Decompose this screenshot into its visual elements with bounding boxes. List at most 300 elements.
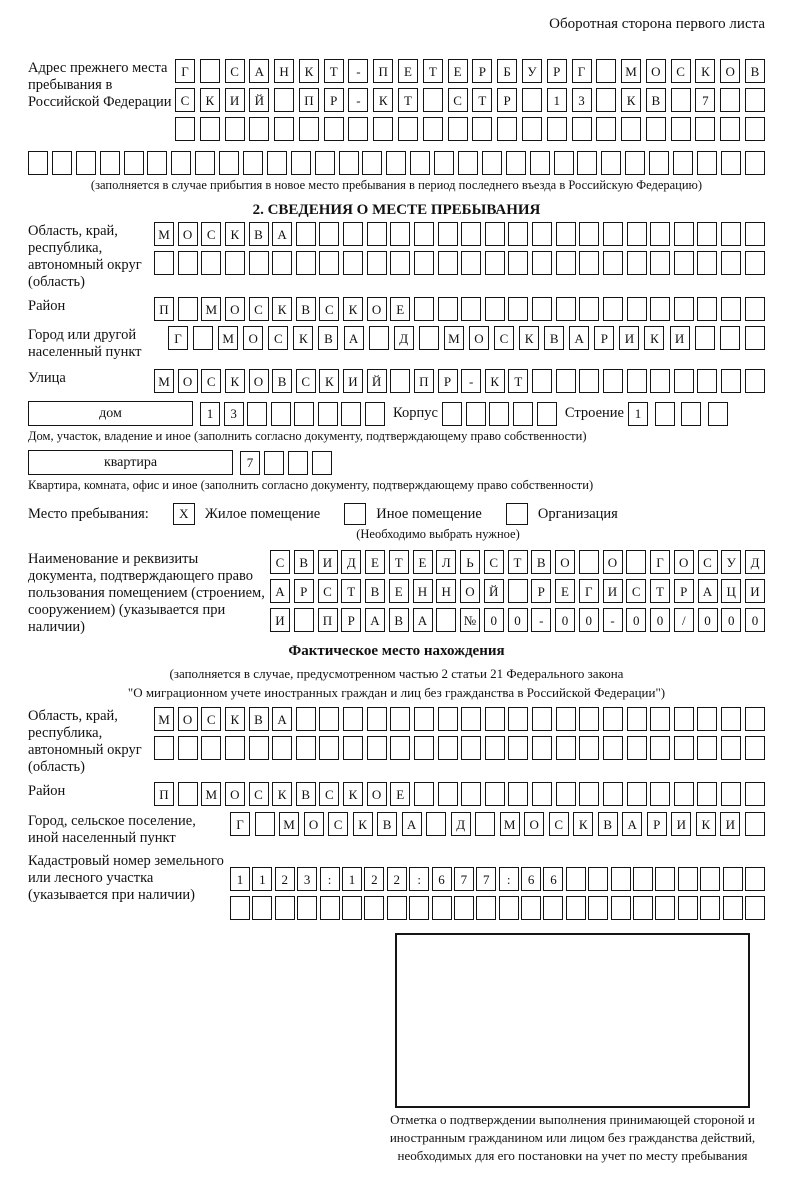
char-box[interactable]: К bbox=[353, 812, 373, 836]
char-box[interactable] bbox=[225, 736, 245, 760]
char-box[interactable] bbox=[596, 117, 616, 141]
char-box[interactable] bbox=[324, 117, 344, 141]
char-box[interactable] bbox=[674, 707, 694, 731]
char-box[interactable] bbox=[649, 151, 669, 175]
char-box[interactable] bbox=[485, 251, 505, 275]
char-box[interactable]: Р bbox=[324, 88, 344, 112]
char-box[interactable] bbox=[319, 251, 339, 275]
char-box[interactable] bbox=[414, 707, 434, 731]
char-box[interactable] bbox=[264, 451, 284, 475]
char-box[interactable] bbox=[154, 736, 174, 760]
char-box[interactable]: В bbox=[294, 550, 314, 574]
char-box[interactable] bbox=[28, 151, 48, 175]
char-box[interactable]: Т bbox=[472, 88, 492, 112]
char-box[interactable] bbox=[681, 402, 701, 426]
char-box[interactable] bbox=[556, 222, 576, 246]
char-box[interactable]: У bbox=[721, 550, 741, 574]
char-box[interactable]: С bbox=[268, 326, 288, 350]
char-box[interactable]: Е bbox=[390, 782, 410, 806]
char-box[interactable]: 6 bbox=[543, 867, 563, 891]
char-box[interactable]: Т bbox=[398, 88, 418, 112]
char-box[interactable] bbox=[745, 707, 765, 731]
char-box[interactable]: А bbox=[249, 59, 269, 83]
char-box[interactable] bbox=[646, 117, 666, 141]
char-box[interactable] bbox=[272, 251, 292, 275]
char-box[interactable]: О bbox=[367, 782, 387, 806]
char-box[interactable]: - bbox=[531, 608, 551, 632]
stay-type-checkbox-organization[interactable] bbox=[506, 503, 528, 525]
char-box[interactable] bbox=[249, 736, 269, 760]
char-box[interactable] bbox=[348, 117, 368, 141]
char-box[interactable]: О bbox=[674, 550, 694, 574]
char-box[interactable] bbox=[178, 782, 198, 806]
char-box[interactable]: К bbox=[293, 326, 313, 350]
char-box[interactable] bbox=[225, 117, 245, 141]
char-box[interactable]: 7 bbox=[695, 88, 715, 112]
char-box[interactable] bbox=[674, 736, 694, 760]
char-box[interactable] bbox=[367, 736, 387, 760]
char-box[interactable]: В bbox=[296, 297, 316, 321]
char-box[interactable]: 0 bbox=[484, 608, 504, 632]
char-box[interactable]: О bbox=[178, 707, 198, 731]
char-box[interactable] bbox=[390, 707, 410, 731]
char-box[interactable] bbox=[745, 896, 765, 920]
char-box[interactable] bbox=[532, 782, 552, 806]
char-box[interactable] bbox=[448, 117, 468, 141]
char-box[interactable] bbox=[432, 896, 452, 920]
char-box[interactable]: С bbox=[494, 326, 514, 350]
char-box[interactable] bbox=[650, 297, 670, 321]
char-box[interactable] bbox=[485, 222, 505, 246]
char-box[interactable] bbox=[655, 896, 675, 920]
char-box[interactable] bbox=[650, 369, 670, 393]
char-box[interactable]: Р bbox=[547, 59, 567, 83]
char-box[interactable] bbox=[678, 867, 698, 891]
char-box[interactable]: К bbox=[225, 369, 245, 393]
char-box[interactable]: 2 bbox=[387, 867, 407, 891]
char-box[interactable]: В bbox=[646, 88, 666, 112]
char-box[interactable]: И bbox=[343, 369, 363, 393]
char-box[interactable] bbox=[745, 117, 765, 141]
char-box[interactable]: С bbox=[201, 222, 221, 246]
char-box[interactable]: Р bbox=[341, 608, 361, 632]
char-box[interactable] bbox=[700, 867, 720, 891]
char-box[interactable] bbox=[579, 550, 599, 574]
char-box[interactable] bbox=[674, 251, 694, 275]
char-box[interactable] bbox=[627, 251, 647, 275]
char-box[interactable]: О bbox=[178, 369, 198, 393]
char-box[interactable]: Й bbox=[367, 369, 387, 393]
char-box[interactable]: В bbox=[296, 782, 316, 806]
char-box[interactable] bbox=[386, 151, 406, 175]
char-box[interactable]: Т bbox=[423, 59, 443, 83]
char-box[interactable] bbox=[508, 251, 528, 275]
char-box[interactable] bbox=[178, 251, 198, 275]
char-box[interactable]: Е bbox=[390, 297, 410, 321]
char-box[interactable]: Д bbox=[394, 326, 414, 350]
char-box[interactable] bbox=[547, 117, 567, 141]
char-box[interactable]: В bbox=[531, 550, 551, 574]
char-box[interactable]: Д bbox=[451, 812, 471, 836]
char-box[interactable]: К bbox=[621, 88, 641, 112]
char-box[interactable] bbox=[674, 782, 694, 806]
char-box[interactable]: Г bbox=[168, 326, 188, 350]
char-box[interactable]: С bbox=[671, 59, 691, 83]
char-box[interactable]: 0 bbox=[555, 608, 575, 632]
char-box[interactable] bbox=[521, 896, 541, 920]
char-box[interactable] bbox=[627, 222, 647, 246]
char-box[interactable] bbox=[195, 151, 215, 175]
char-box[interactable] bbox=[485, 297, 505, 321]
char-box[interactable]: П bbox=[318, 608, 338, 632]
char-box[interactable]: 6 bbox=[432, 867, 452, 891]
char-box[interactable] bbox=[532, 736, 552, 760]
char-box[interactable] bbox=[674, 369, 694, 393]
char-box[interactable] bbox=[720, 88, 740, 112]
char-box[interactable] bbox=[627, 736, 647, 760]
char-box[interactable] bbox=[720, 117, 740, 141]
char-box[interactable]: К bbox=[343, 297, 363, 321]
char-box[interactable] bbox=[461, 707, 481, 731]
char-box[interactable]: Г bbox=[650, 550, 670, 574]
char-box[interactable]: 1 bbox=[230, 867, 250, 891]
char-box[interactable] bbox=[579, 251, 599, 275]
char-box[interactable] bbox=[508, 782, 528, 806]
char-box[interactable]: С bbox=[249, 297, 269, 321]
char-box[interactable]: Ь bbox=[460, 550, 480, 574]
char-box[interactable] bbox=[296, 222, 316, 246]
char-box[interactable]: Е bbox=[555, 579, 575, 603]
char-box[interactable] bbox=[461, 222, 481, 246]
char-box[interactable] bbox=[339, 151, 359, 175]
char-box[interactable]: : bbox=[320, 867, 340, 891]
char-box[interactable]: О bbox=[249, 369, 269, 393]
char-box[interactable]: М bbox=[154, 369, 174, 393]
char-box[interactable] bbox=[373, 117, 393, 141]
char-box[interactable]: О bbox=[243, 326, 263, 350]
char-box[interactable] bbox=[341, 402, 361, 426]
char-box[interactable] bbox=[532, 251, 552, 275]
char-box[interactable]: 2 bbox=[364, 867, 384, 891]
char-box[interactable]: О bbox=[646, 59, 666, 83]
char-box[interactable] bbox=[556, 707, 576, 731]
char-box[interactable]: О bbox=[367, 297, 387, 321]
char-box[interactable] bbox=[723, 896, 743, 920]
char-box[interactable] bbox=[543, 896, 563, 920]
char-box[interactable] bbox=[367, 707, 387, 731]
char-box[interactable] bbox=[611, 896, 631, 920]
char-box[interactable] bbox=[296, 736, 316, 760]
char-box[interactable]: И bbox=[225, 88, 245, 112]
char-box[interactable]: А bbox=[622, 812, 642, 836]
char-box[interactable] bbox=[414, 736, 434, 760]
char-box[interactable]: И bbox=[670, 326, 690, 350]
char-box[interactable] bbox=[588, 867, 608, 891]
char-box[interactable] bbox=[294, 608, 314, 632]
char-box[interactable]: М bbox=[154, 707, 174, 731]
stay-type-checkbox-other-premises[interactable] bbox=[344, 503, 366, 525]
char-box[interactable]: Г bbox=[579, 579, 599, 603]
char-box[interactable]: В bbox=[249, 707, 269, 731]
char-box[interactable]: М bbox=[500, 812, 520, 836]
char-box[interactable] bbox=[674, 222, 694, 246]
char-box[interactable]: Е bbox=[389, 579, 409, 603]
char-box[interactable]: П bbox=[299, 88, 319, 112]
char-box[interactable] bbox=[745, 867, 765, 891]
char-box[interactable]: 1 bbox=[200, 402, 220, 426]
char-box[interactable] bbox=[499, 896, 519, 920]
char-box[interactable]: О bbox=[225, 782, 245, 806]
char-box[interactable]: О bbox=[225, 297, 245, 321]
char-box[interactable] bbox=[414, 251, 434, 275]
char-box[interactable] bbox=[438, 222, 458, 246]
char-box[interactable]: Д bbox=[341, 550, 361, 574]
char-box[interactable]: Е bbox=[398, 59, 418, 83]
char-box[interactable]: 7 bbox=[454, 867, 474, 891]
char-box[interactable] bbox=[171, 151, 191, 175]
char-box[interactable] bbox=[369, 326, 389, 350]
char-box[interactable]: С bbox=[549, 812, 569, 836]
char-box[interactable]: Л bbox=[436, 550, 456, 574]
char-box[interactable] bbox=[193, 326, 213, 350]
char-box[interactable] bbox=[626, 550, 646, 574]
char-box[interactable]: К bbox=[696, 812, 716, 836]
char-box[interactable]: М bbox=[201, 297, 221, 321]
char-box[interactable]: С bbox=[484, 550, 504, 574]
char-box[interactable]: 3 bbox=[297, 867, 317, 891]
char-box[interactable]: М bbox=[279, 812, 299, 836]
char-box[interactable] bbox=[697, 736, 717, 760]
char-box[interactable]: В bbox=[745, 59, 765, 83]
char-box[interactable]: Г bbox=[230, 812, 250, 836]
char-box[interactable] bbox=[579, 707, 599, 731]
char-box[interactable] bbox=[497, 117, 517, 141]
char-box[interactable]: Г bbox=[175, 59, 195, 83]
char-box[interactable] bbox=[485, 736, 505, 760]
char-box[interactable]: М bbox=[621, 59, 641, 83]
char-box[interactable]: П bbox=[414, 369, 434, 393]
char-box[interactable] bbox=[650, 707, 670, 731]
char-box[interactable]: О bbox=[555, 550, 575, 574]
char-box[interactable]: И bbox=[745, 579, 765, 603]
char-box[interactable]: С bbox=[448, 88, 468, 112]
char-box[interactable] bbox=[532, 297, 552, 321]
char-box[interactable]: Т bbox=[389, 550, 409, 574]
char-box[interactable]: И bbox=[671, 812, 691, 836]
char-box[interactable] bbox=[745, 88, 765, 112]
char-box[interactable] bbox=[100, 151, 120, 175]
char-box[interactable] bbox=[723, 867, 743, 891]
char-box[interactable] bbox=[291, 151, 311, 175]
char-box[interactable] bbox=[721, 782, 741, 806]
char-box[interactable] bbox=[414, 782, 434, 806]
char-box[interactable]: М bbox=[201, 782, 221, 806]
char-box[interactable] bbox=[650, 782, 670, 806]
char-box[interactable] bbox=[532, 707, 552, 731]
char-box[interactable] bbox=[697, 222, 717, 246]
char-box[interactable] bbox=[343, 707, 363, 731]
char-box[interactable] bbox=[296, 707, 316, 731]
char-box[interactable] bbox=[627, 297, 647, 321]
char-box[interactable] bbox=[461, 297, 481, 321]
char-box[interactable] bbox=[147, 151, 167, 175]
char-box[interactable] bbox=[579, 297, 599, 321]
char-box[interactable] bbox=[201, 736, 221, 760]
char-box[interactable] bbox=[708, 402, 728, 426]
char-box[interactable] bbox=[697, 707, 717, 731]
char-box[interactable]: 0 bbox=[626, 608, 646, 632]
char-box[interactable] bbox=[249, 251, 269, 275]
char-box[interactable] bbox=[178, 297, 198, 321]
char-box[interactable]: А bbox=[272, 707, 292, 731]
char-box[interactable] bbox=[409, 896, 429, 920]
char-box[interactable]: 6 bbox=[521, 867, 541, 891]
char-box[interactable]: С bbox=[319, 297, 339, 321]
char-box[interactable]: О bbox=[304, 812, 324, 836]
char-box[interactable]: - bbox=[603, 608, 623, 632]
char-box[interactable] bbox=[745, 812, 765, 836]
char-box[interactable] bbox=[603, 782, 623, 806]
char-box[interactable] bbox=[508, 297, 528, 321]
char-box[interactable] bbox=[230, 896, 250, 920]
char-box[interactable] bbox=[318, 402, 338, 426]
char-box[interactable]: Т bbox=[508, 369, 528, 393]
char-box[interactable] bbox=[271, 402, 291, 426]
char-box[interactable] bbox=[438, 736, 458, 760]
char-box[interactable]: А bbox=[272, 222, 292, 246]
char-box[interactable] bbox=[508, 579, 528, 603]
char-box[interactable] bbox=[596, 88, 616, 112]
char-box[interactable] bbox=[438, 707, 458, 731]
char-box[interactable]: К bbox=[272, 782, 292, 806]
char-box[interactable]: Р bbox=[594, 326, 614, 350]
char-box[interactable] bbox=[721, 369, 741, 393]
char-box[interactable] bbox=[343, 251, 363, 275]
char-box[interactable]: 0 bbox=[650, 608, 670, 632]
char-box[interactable]: К bbox=[485, 369, 505, 393]
char-box[interactable] bbox=[745, 297, 765, 321]
char-box[interactable] bbox=[700, 896, 720, 920]
char-box[interactable] bbox=[272, 736, 292, 760]
char-box[interactable]: Й bbox=[249, 88, 269, 112]
char-box[interactable]: / bbox=[674, 608, 694, 632]
char-box[interactable] bbox=[601, 151, 621, 175]
char-box[interactable]: 1 bbox=[547, 88, 567, 112]
char-box[interactable] bbox=[390, 222, 410, 246]
char-box[interactable] bbox=[627, 369, 647, 393]
char-box[interactable]: Б bbox=[497, 59, 517, 83]
char-box[interactable] bbox=[343, 222, 363, 246]
char-box[interactable] bbox=[410, 151, 430, 175]
char-box[interactable] bbox=[745, 326, 765, 350]
char-box[interactable] bbox=[695, 326, 715, 350]
char-box[interactable]: И bbox=[619, 326, 639, 350]
char-box[interactable] bbox=[611, 867, 631, 891]
char-box[interactable] bbox=[721, 297, 741, 321]
char-box[interactable]: П bbox=[373, 59, 393, 83]
char-box[interactable]: 0 bbox=[508, 608, 528, 632]
stay-type-checkbox-residential[interactable]: X bbox=[173, 503, 195, 525]
char-box[interactable] bbox=[697, 251, 717, 275]
char-box[interactable]: - bbox=[348, 59, 368, 83]
char-box[interactable]: И bbox=[318, 550, 338, 574]
char-box[interactable] bbox=[201, 251, 221, 275]
char-box[interactable] bbox=[745, 151, 765, 175]
char-box[interactable] bbox=[442, 402, 462, 426]
char-box[interactable] bbox=[390, 369, 410, 393]
char-box[interactable]: В bbox=[598, 812, 618, 836]
char-box[interactable] bbox=[461, 782, 481, 806]
char-box[interactable] bbox=[225, 251, 245, 275]
char-box[interactable] bbox=[603, 707, 623, 731]
char-box[interactable] bbox=[745, 222, 765, 246]
char-box[interactable] bbox=[390, 736, 410, 760]
char-box[interactable] bbox=[423, 88, 443, 112]
char-box[interactable] bbox=[650, 222, 670, 246]
char-box[interactable]: Р bbox=[674, 579, 694, 603]
char-box[interactable]: В bbox=[249, 222, 269, 246]
char-box[interactable]: К bbox=[200, 88, 220, 112]
char-box[interactable] bbox=[154, 251, 174, 275]
char-box[interactable]: К bbox=[225, 222, 245, 246]
char-box[interactable] bbox=[398, 117, 418, 141]
char-box[interactable] bbox=[603, 222, 623, 246]
char-box[interactable] bbox=[414, 297, 434, 321]
char-box[interactable]: И bbox=[720, 812, 740, 836]
char-box[interactable]: К bbox=[695, 59, 715, 83]
char-box[interactable] bbox=[695, 117, 715, 141]
char-box[interactable]: И bbox=[603, 579, 623, 603]
char-box[interactable]: О bbox=[178, 222, 198, 246]
char-box[interactable] bbox=[745, 369, 765, 393]
char-box[interactable] bbox=[556, 736, 576, 760]
char-box[interactable]: А bbox=[365, 608, 385, 632]
char-box[interactable] bbox=[274, 117, 294, 141]
char-box[interactable] bbox=[365, 402, 385, 426]
char-box[interactable] bbox=[577, 151, 597, 175]
char-box[interactable]: И bbox=[270, 608, 290, 632]
char-box[interactable]: О bbox=[720, 59, 740, 83]
char-box[interactable] bbox=[466, 402, 486, 426]
char-box[interactable] bbox=[297, 896, 317, 920]
char-box[interactable] bbox=[697, 369, 717, 393]
char-box[interactable] bbox=[200, 59, 220, 83]
char-box[interactable] bbox=[596, 59, 616, 83]
char-box[interactable] bbox=[579, 736, 599, 760]
char-box[interactable] bbox=[697, 297, 717, 321]
char-box[interactable] bbox=[625, 151, 645, 175]
char-box[interactable] bbox=[522, 117, 542, 141]
char-box[interactable]: 1 bbox=[342, 867, 362, 891]
char-box[interactable]: О bbox=[524, 812, 544, 836]
char-box[interactable] bbox=[390, 251, 410, 275]
char-box[interactable] bbox=[513, 402, 533, 426]
char-box[interactable]: П bbox=[154, 297, 174, 321]
char-box[interactable]: А bbox=[270, 579, 290, 603]
char-box[interactable] bbox=[249, 117, 269, 141]
char-box[interactable] bbox=[52, 151, 72, 175]
char-box[interactable]: К bbox=[299, 59, 319, 83]
char-box[interactable] bbox=[76, 151, 96, 175]
char-box[interactable] bbox=[579, 369, 599, 393]
char-box[interactable]: К bbox=[373, 88, 393, 112]
char-box[interactable] bbox=[476, 896, 496, 920]
char-box[interactable] bbox=[475, 812, 495, 836]
char-box[interactable]: Т bbox=[650, 579, 670, 603]
char-box[interactable] bbox=[485, 707, 505, 731]
char-box[interactable]: К bbox=[519, 326, 539, 350]
char-box[interactable]: 3 bbox=[572, 88, 592, 112]
